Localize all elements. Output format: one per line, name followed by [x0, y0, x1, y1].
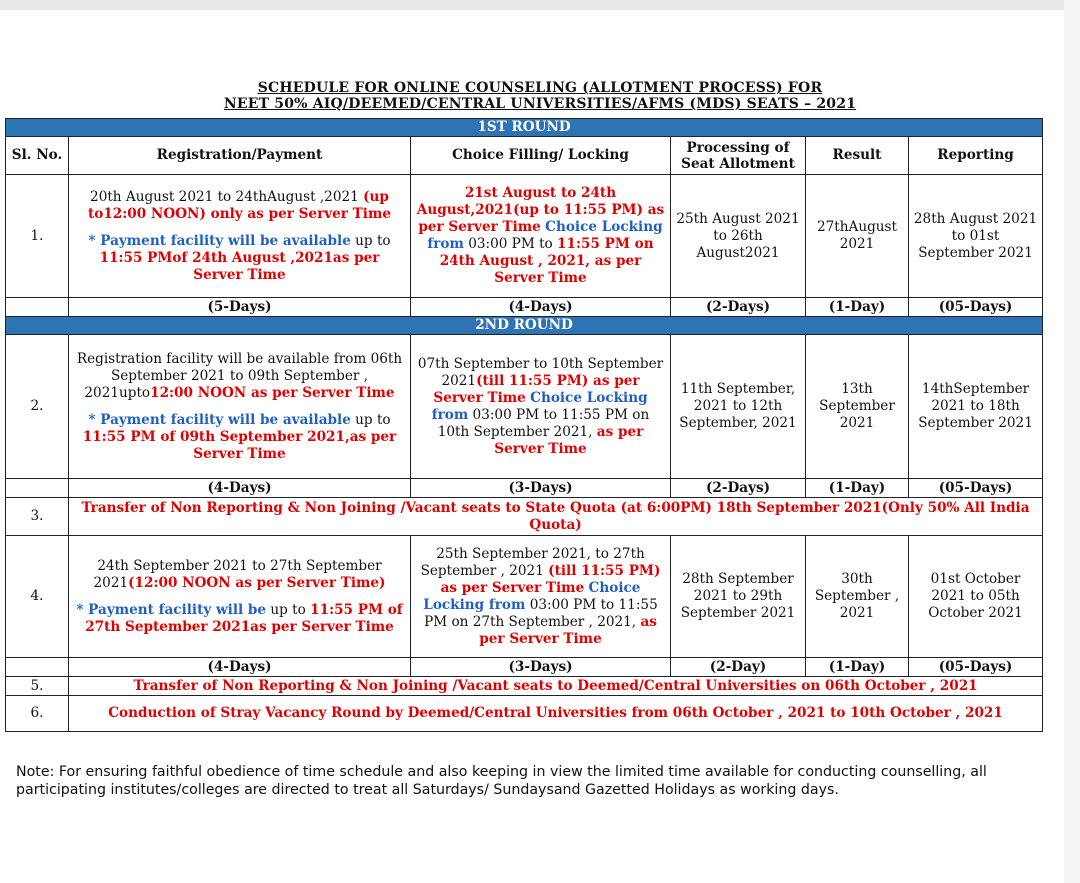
- row-4-dur-result: (1-Day): [806, 658, 909, 677]
- header-reporting: Reporting: [909, 137, 1043, 175]
- row-4-choice: [411, 536, 671, 658]
- row-1-dur-reporting: (05-Days): [909, 298, 1043, 317]
- row-4: [6, 536, 1043, 658]
- row-4-reporting: 01st October 2021 to 05th October 2021: [909, 536, 1043, 658]
- row-1-durations: [6, 298, 1043, 317]
- header-sl-no: Sl. No.: [6, 137, 69, 175]
- row-4-choice-dates: 25th September 2021, to 27th September , 2021: [420, 545, 645, 579]
- row-2-choice-locking-time: 03:00 PM to 11:55 PM on 10th September 2021,: [437, 406, 650, 440]
- row-3-sl: 3.: [6, 498, 69, 536]
- row-5-text: Transfer of Non Reporting & Non Joining /Vacant seats to Deemed/Central Universities on 06th October , 2021: [69, 677, 1043, 696]
- doc-title-line1: SCHEDULE FOR ONLINE COUNSELING (ALLOTMENT PROCESS) FOR: [257, 80, 823, 96]
- round-2-band: [6, 317, 1043, 335]
- row-4-choice-locking: Choice Locking from: [423, 579, 641, 613]
- row-4-reg-deadline: (12:00 NOON as per Server Time): [128, 574, 386, 591]
- row-2-reg-dates: Registration facility will be available from 06th September 2021 to 09th September , 2021upto: [76, 350, 403, 401]
- row-2-result: 13th September 2021: [806, 335, 909, 479]
- header-choice: Choice Filling/ Locking: [411, 137, 671, 175]
- row-4-durations: [6, 658, 1043, 677]
- row-2-choice-locking: Choice Locking from: [431, 389, 648, 423]
- row-1-dur-processing: (2-Days): [671, 298, 806, 317]
- row-3-text: Transfer of Non Reporting & Non Joining /Vacant seats to State Quota (at 6:00PM) 18th September 2021(Only 50% All India Quota): [69, 498, 1043, 536]
- row-1-choice-locking-time: 03:00 PM to: [468, 236, 553, 252]
- row-6-sl: 6.: [6, 696, 69, 732]
- row-1-sl: 1.: [6, 175, 69, 298]
- row-1-reg-dates: 20th August 2021 to 24thAugust ,2021: [90, 188, 359, 205]
- row-2-payment-upto: up to: [355, 411, 391, 428]
- row-1-dur-result: (1-Day): [806, 298, 909, 317]
- top-band: [0, 0, 1080, 10]
- row-2-dur-empty: [6, 479, 69, 498]
- row-2-payment-deadline: 11:55 PM of 09th September 2021,as per Server Time: [82, 428, 397, 462]
- row-2-dur-result: (1-Day): [806, 479, 909, 498]
- header-row: [6, 137, 1043, 175]
- header-processing: Processing of Seat Allotment: [671, 137, 806, 175]
- header-result: Result: [806, 137, 909, 175]
- row-6: [6, 696, 1043, 732]
- footer-note: Note: For ensuring faithful obedience of time schedule and also keeping in view the limited time available for conducting counselling, all participating institutes/colleges are directed to treat all Saturdays/ Sundaysand Gazetted Holidays as working days.: [16, 764, 987, 798]
- row-1-reporting: 28th August 2021 to 01st September 2021: [909, 175, 1043, 298]
- row-4-choice-server-time: as per Server Time: [479, 613, 657, 647]
- row-2-reporting: 14thSeptember 2021 to 18th September 2021: [909, 335, 1043, 479]
- row-1-choice: [411, 175, 671, 298]
- row-1: [6, 175, 1043, 298]
- row-5-sl: 5.: [6, 677, 69, 696]
- row-1-choice-locking-deadline: 11:55 PM on 24th August , 2021, as per Server Time: [439, 236, 654, 286]
- row-1-choice-dates: 21st August to 24th August,2021(up to 11:55 PM) as per Server Time: [416, 185, 665, 235]
- row-4-payment-note: * Payment facility will be: [76, 601, 267, 618]
- row-2-sl: 2.: [6, 335, 69, 479]
- row-2-reg-deadline: 12:00 NOON as per Server Time: [150, 384, 395, 401]
- row-4-payment-deadline: 11:55 PM of 27th September 2021as per Server Time: [85, 601, 403, 635]
- row-2-dur-reporting: (05-Days): [909, 479, 1043, 498]
- row-4-dur-choice: (3-Days): [411, 658, 671, 677]
- row-2-choice-dates: 07th September to 10th September 2021: [417, 355, 664, 389]
- row-4-choice-locking-time: 03:00 PM to 11:55 PM on 27th September , 2021,: [424, 596, 658, 630]
- row-2-dur-choice: (3-Days): [411, 479, 671, 498]
- row-2-choice-server-time: as per Server Time: [494, 423, 644, 457]
- row-4-sl: 4.: [6, 536, 69, 658]
- row-1-processing: 25th August 2021 to 26th August2021: [671, 175, 806, 298]
- row-4-processing: 28th September 2021 to 29th September 2021: [671, 536, 806, 658]
- row-2-choice-deadline: (till 11:55 PM) as per Server Time: [433, 372, 640, 406]
- row-2-dur-processing: (2-Days): [671, 479, 806, 498]
- row-2-payment-note: * Payment facility will be available: [88, 411, 351, 428]
- row-4-dur-reporting: (05-Days): [909, 658, 1043, 677]
- row-4-dur-processing: (2-Day): [671, 658, 806, 677]
- round-1-band: [6, 119, 1043, 137]
- row-1-dur-registration: (5-Days): [69, 298, 411, 317]
- row-2-durations: [6, 479, 1043, 498]
- row-1-dur-empty: [6, 298, 69, 317]
- row-1-choice-locking: Choice Locking from: [427, 219, 663, 252]
- row-2-dur-registration: (4-Days): [69, 479, 411, 498]
- row-4-dur-registration: (4-Days): [69, 658, 411, 677]
- header-registration: Registration/Payment: [69, 137, 411, 175]
- row-4-registration: [69, 536, 411, 658]
- doc-title-line2: NEET 50% AIQ/DEEMED/CENTRAL UNIVERSITIES/AFMS (MDS) SEATS – 2021: [223, 96, 857, 112]
- row-1-payment-upto: up to: [355, 232, 391, 249]
- row-3: [6, 498, 1043, 536]
- schedule-table: [5, 118, 1043, 732]
- row-1-registration: [69, 175, 411, 298]
- round-1-label: 1ST ROUND: [6, 119, 1043, 137]
- row-4-result: 30th September , 2021: [806, 536, 909, 658]
- row-4-choice-deadline: (till 11:55 PM) as per Server Time: [440, 562, 661, 596]
- row-1-payment-note: * Payment facility will be available: [88, 232, 351, 249]
- row-1-payment-deadline: 11:55 PMof 24th August ,2021as per Server Time: [99, 249, 380, 283]
- row-1-dur-choice: (4-Days): [411, 298, 671, 317]
- row-1-result: 27thAugust 2021: [806, 175, 909, 298]
- row-1-reg-deadline: (up to12:00 NOON) only as per Server Time: [88, 188, 391, 222]
- round-2-label: 2ND ROUND: [6, 317, 1043, 335]
- row-2-choice: [411, 335, 671, 479]
- right-edge-shade: [1064, 0, 1080, 883]
- row-4-reg-dates: 24th September 2021 to 27th September 2021: [93, 557, 382, 591]
- row-6-text: Conduction of Stray Vacancy Round by Deemed/Central Universities from 06th October , 2021 to 10th October , 2021: [69, 696, 1043, 732]
- row-4-dur-empty: [6, 658, 69, 677]
- row-2-processing: 11th September, 2021 to 12th September, 2021: [671, 335, 806, 479]
- row-5: [6, 677, 1043, 696]
- row-2: [6, 335, 1043, 479]
- row-4-payment-upto: up to: [270, 601, 306, 618]
- row-2-registration: [69, 335, 411, 479]
